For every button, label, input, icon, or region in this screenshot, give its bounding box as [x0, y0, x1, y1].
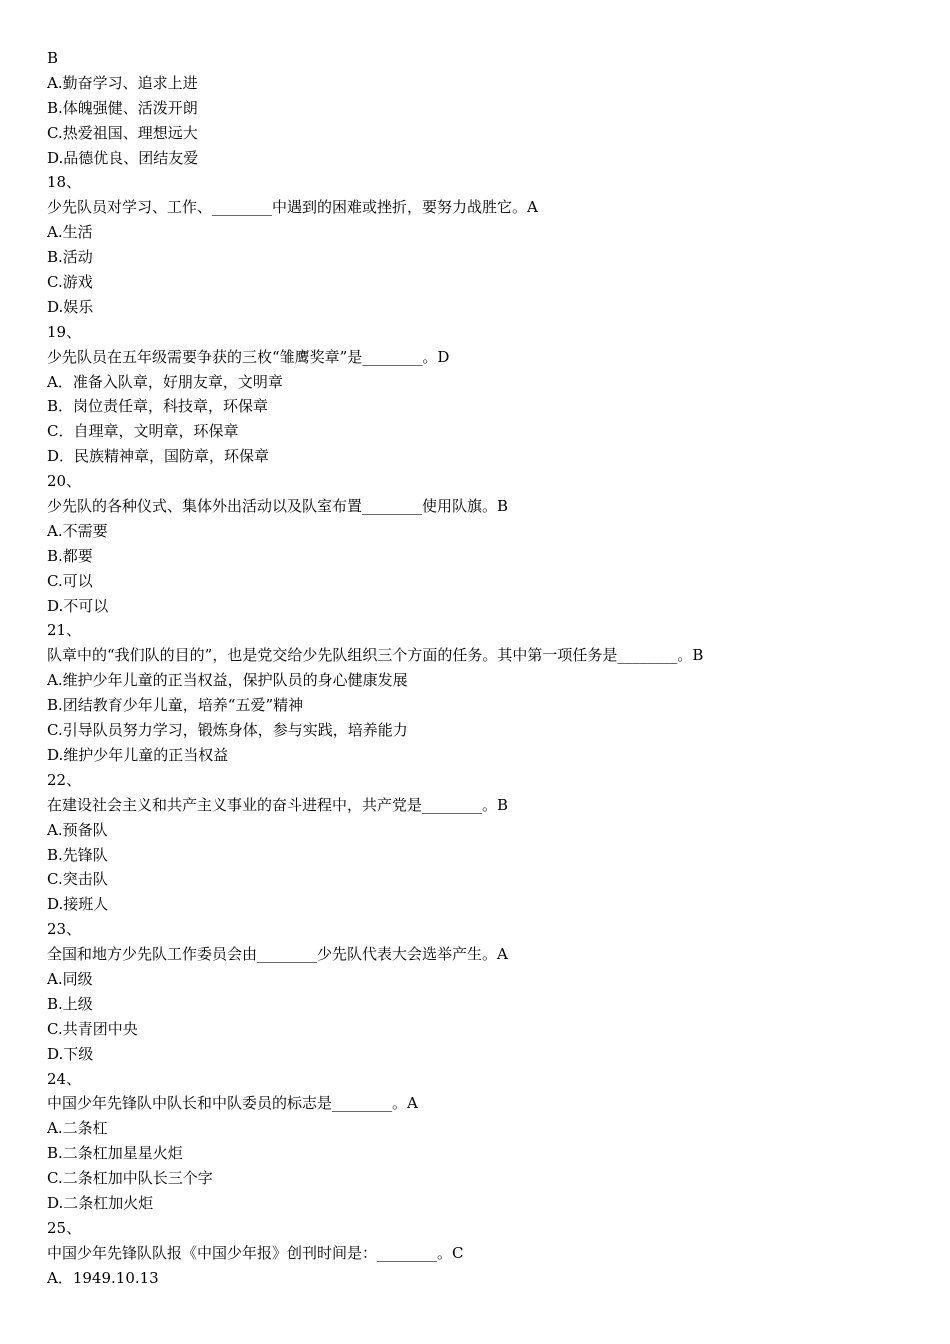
- text-line: D.品德优良、团结友爱: [47, 148, 199, 167]
- option-line: A.二条杠: [47, 1119, 108, 1138]
- question-number: 23、: [47, 920, 82, 939]
- option-line: A．1949.10.13: [47, 1268, 159, 1287]
- question-number: 24、: [47, 1069, 82, 1088]
- text-line: B: [47, 49, 59, 67]
- option-line: B.活动: [47, 248, 93, 267]
- option-line: D．民族精神章，国防章，环保章: [47, 447, 270, 466]
- text-line: A.勤奋学习、追求上进: [47, 73, 198, 92]
- option-line: C.共青团中央: [47, 1019, 138, 1038]
- question-number: 18、: [47, 173, 82, 192]
- option-line: B.上级: [47, 994, 93, 1013]
- option-line: D.下级: [47, 1044, 94, 1063]
- question-text: 在建设社会主义和共产主义事业的奋斗进程中，共产党是________。B: [47, 795, 509, 814]
- option-line: B.先锋队: [47, 845, 108, 864]
- question-number: 19、: [47, 322, 82, 341]
- option-line: A.不需要: [47, 521, 108, 540]
- question-number: 22、: [47, 770, 82, 789]
- question-text: 少先队的各种仪式、集体外出活动以及队室布置________使用队旗。B: [47, 497, 509, 516]
- question-number: 21、: [47, 621, 82, 640]
- option-line: C.可以: [47, 571, 93, 590]
- option-line: C.二条杠加中队长三个字: [47, 1169, 213, 1188]
- option-line: B.二条杠加星星火炬: [47, 1144, 183, 1163]
- option-line: D.接班人: [47, 895, 109, 914]
- question-text: 全国和地方少先队工作委员会由________少先队代表大会选举产生。A: [47, 945, 508, 964]
- option-line: D.不可以: [47, 596, 109, 615]
- option-line: A．准备入队章，好朋友章，文明章: [47, 372, 283, 391]
- option-line: C.引导队员努力学习，锻炼身体，参与实践，培养能力: [47, 721, 408, 740]
- question-text: 少先队员对学习、工作、________中遇到的困难或挫折，要努力战胜它。A: [47, 198, 538, 217]
- text-line: B.体魄强健、活泼开朗: [47, 98, 198, 117]
- question-number: 20、: [47, 472, 82, 491]
- option-line: D.二条杠加火炬: [47, 1193, 154, 1212]
- question-text: 少先队员在五年级需要争获的三枚“雏鹰奖章”是________。D: [47, 347, 450, 366]
- text-line: C.热爱祖国、理想远大: [47, 123, 198, 142]
- option-line: A.生活: [47, 223, 93, 242]
- question-text: 中国少年先锋队中队长和中队委员的标志是________。A: [47, 1094, 418, 1113]
- option-line: B．岗位责任章，科技章，环保章: [47, 397, 269, 416]
- option-line: B.都要: [47, 546, 93, 565]
- option-line: C.游戏: [47, 273, 93, 292]
- option-line: A.维护少年儿童的正当权益，保护队员的身心健康发展: [47, 671, 408, 690]
- question-number: 25、: [47, 1218, 82, 1237]
- option-line: A.预备队: [47, 820, 108, 839]
- option-line: C.突击队: [47, 870, 108, 889]
- option-line: D.维护少年儿童的正当权益: [47, 745, 229, 764]
- option-line: D.娱乐: [47, 297, 94, 316]
- question-text: 队章中的“我们队的目的”，也是党交给少先队组织三个方面的任务。其中第一项任务是________。B: [47, 646, 704, 665]
- option-line: B.团结教育少年儿童，培养“五爱”精神: [47, 696, 304, 715]
- option-line: A.同级: [47, 969, 93, 988]
- question-text: 中国少年先锋队队报《中国少年报》创刊时间是：________。C: [47, 1243, 464, 1262]
- option-line: C．自理章，文明章，环保章: [47, 422, 239, 441]
